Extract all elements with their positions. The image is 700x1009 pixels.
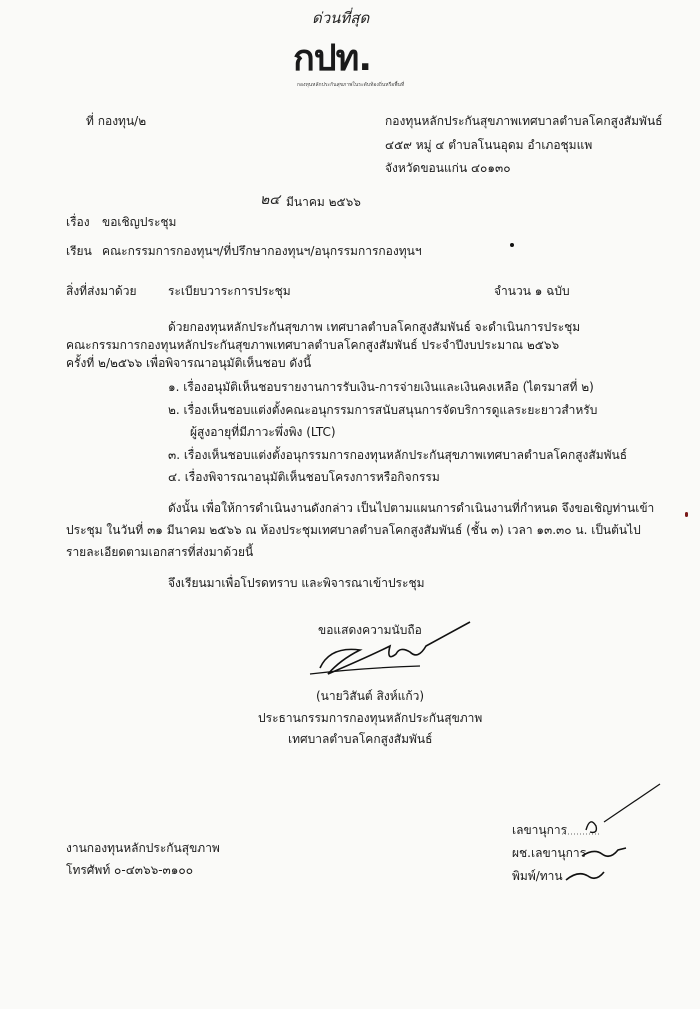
subject-label: เรื่อง <box>66 215 90 229</box>
agenda-item-1: ๑. เรื่องอนุมัติเห็นชอบรายงานการรับเงิน-การจ่ายเงินและเงินคงเหลือ (ไตรมาสที่ ๒) <box>168 380 594 394</box>
initials-marks <box>560 776 670 886</box>
enclosure-text: ระเบียบวาระการประชุม <box>168 284 291 298</box>
footer-phone: โทรศัพท์ ๐-๔๓๖๖-๓๑๐๐ <box>66 863 194 877</box>
body-line: รายละเอียดตามเอกสารที่ส่งมาด้วยนี้ <box>66 545 254 559</box>
reference-number: ที่ กองทุน/๒ <box>86 114 147 128</box>
body-line: ประชุม ในวันที่ ๓๑ มีนาคม ๒๕๖๖ ณ ห้องประชุมเทศบาลตำบลโคกสูงสัมพันธ์ (ชั้น ๓) เวลา ๑๓.๓๐ น. เป็นต้นไป <box>66 523 641 537</box>
subject-text: ขอเชิญประชุม <box>102 215 177 229</box>
salutation: ขอแสดงความนับถือ <box>318 623 422 637</box>
ink-dot <box>685 512 688 517</box>
secretary-label: เลขานุการ <box>512 823 568 837</box>
enclosure-label: สิ่งที่ส่งมาด้วย <box>66 284 137 298</box>
asst-secretary-label: ผช.เลขานุการ <box>512 846 587 860</box>
recipient-text: คณะกรรมการกองทุนฯ/ที่ปรึกษากองทุนฯ/อนุกรรมการกองทุนฯ <box>102 244 422 258</box>
body-line: ดังนั้น เพื่อให้การดำเนินงานดังกล่าว เป็นไปตามแผนการดำเนินงานที่กำหนด จึงขอเชิญท่านเข้า <box>168 501 655 515</box>
signer-title-2: เทศบาลตำบลโคกสูงสัมพันธ์ <box>288 732 433 746</box>
footer-office: งานกองทุนหลักประกันสุขภาพ <box>66 841 220 855</box>
enclosure-count: จำนวน ๑ ฉบับ <box>494 284 570 298</box>
agenda-item-2: ๒. เรื่องเห็นชอบแต่งตั้งคณะอนุกรรมการสนับสนุนการจัดบริการดูแลระยะยาวสำหรับ <box>168 403 598 417</box>
handwritten-urgent-note: ด่วนที่สุด <box>312 9 370 27</box>
body-line: ครั้งที่ ๒/๒๕๖๖ เพื่อพิจารณาอนุมัติเห็นชอบ ดังนี้ <box>66 356 312 370</box>
ink-dot <box>510 243 514 247</box>
agenda-item-3: ๓. เรื่องเห็นชอบแต่งตั้งอนุกรรมการกองทุนหลักประกันสุขภาพเทศบาลตำบลโคกสูงสัมพันธ์ <box>168 448 628 462</box>
signature-mark <box>300 616 480 686</box>
sender-name: กองทุนหลักประกันสุขภาพเทศบาลตำบลโคกสูงสัมพันธ์ <box>385 114 663 128</box>
body-line: ด้วยกองทุนหลักประกันสุขภาพ เทศบาลตำบลโคกสูงสัมพันธ์ จะดำเนินการประชุม <box>168 320 581 334</box>
fund-logo <box>293 38 405 88</box>
body-line: คณะกรรมการกองทุนหลักประกันสุขภาพเทศบาลตำบลโคกสูงสัมพันธ์ ประจำปีงบประมาณ ๒๕๖๖ <box>66 338 560 352</box>
date-month-year: มีนาคม ๒๕๖๖ <box>286 195 361 209</box>
signer-title-1: ประธานกรรมการกองทุนหลักประกันสุขภาพ <box>258 711 483 725</box>
agenda-item-2-cont: ผู้สูงอายุที่มีภาวะพึ่งพิง (LTC) <box>190 425 336 439</box>
typist-label: พิมพ์/ทาน <box>512 869 563 883</box>
logo-caption: กองทุนหลักประกันสุขภาพในระดับท้องถิ่นหรือพื้นที่ <box>297 82 405 88</box>
sender-address: ๔๕๙ หมู่ ๔ ตำบลโนนอุดม อำเภอชุมแพ <box>385 138 593 152</box>
logo-mark: กปท. <box>293 38 372 79</box>
closing-line: จึงเรียนมาเพื่อโปรดทราบ และพิจารณาเข้าประชุม <box>168 576 425 590</box>
signer-name: (นายวิสันต์ สิงห์แก้ว) <box>316 689 425 703</box>
recipient-label: เรียน <box>66 244 92 258</box>
sender-province: จังหวัดขอนแก่น ๔๐๑๓๐ <box>385 161 511 175</box>
date-day: ๒๔ <box>260 192 280 208</box>
agenda-item-4: ๔. เรื่องพิจารณาอนุมัติเห็นชอบโครงการหรือกิจกรรม <box>168 470 440 484</box>
